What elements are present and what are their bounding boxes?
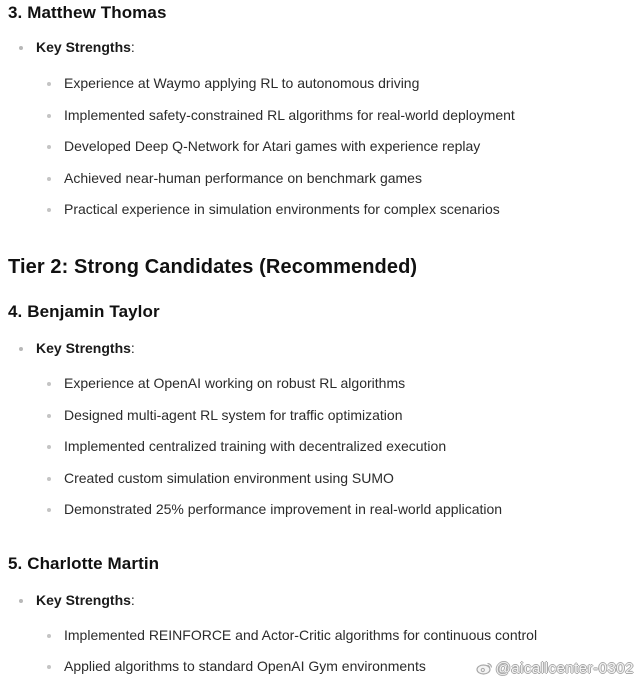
strength-item: Applied algorithms to standard OpenAI Gym environments	[64, 658, 426, 674]
candidate-heading: 5. Charlotte Martin	[8, 554, 160, 573]
strength-item: Created custom simulation environment using SUMO	[64, 470, 394, 486]
bullet-marker	[19, 46, 23, 50]
key-strengths-label: Key Strengths:	[36, 592, 135, 608]
watermark	[476, 660, 634, 677]
tier-heading: Tier 2: Strong Candidates (Recommended)	[8, 256, 418, 278]
strength-item: Implemented centralized training with decentralized execution	[64, 438, 447, 454]
bullet-marker	[47, 445, 51, 449]
bullet-marker	[47, 145, 51, 149]
candidate-heading: 3. Matthew Thomas	[8, 3, 167, 22]
bullet-marker	[47, 665, 51, 669]
bullet-marker	[47, 382, 51, 386]
bullet-marker	[47, 177, 51, 181]
strength-item: Demonstrated 25% performance improvement in real-world application	[64, 501, 503, 517]
bullet-marker	[47, 114, 51, 118]
bullet-marker	[47, 477, 51, 481]
strength-item: Experience at Waymo applying RL to autonomous driving	[64, 75, 420, 91]
bullet-marker	[47, 208, 51, 212]
weibo-logo-icon	[476, 661, 493, 675]
strength-item: Designed multi-agent RL system for traffic optimization	[64, 407, 403, 423]
strength-item: Experience at OpenAI working on robust RL algorithms	[64, 375, 406, 391]
strength-item: Implemented safety-constrained RL algorithms for real-world deployment	[64, 107, 515, 123]
bullet-marker	[19, 599, 23, 603]
bullet-marker	[47, 634, 51, 638]
bullet-marker	[47, 508, 51, 512]
key-strengths-label: Key Strengths:	[36, 39, 135, 55]
bullet-marker	[47, 414, 51, 418]
bullet-marker	[47, 82, 51, 86]
candidate-heading: 4. Benjamin Taylor	[8, 302, 160, 321]
strength-item: Achieved near-human performance on benchmark games	[64, 170, 422, 186]
key-strengths-label: Key Strengths:	[36, 340, 135, 356]
strength-item: Implemented REINFORCE and Actor-Critic algorithms for continuous control	[64, 627, 538, 643]
bullet-marker	[19, 347, 23, 351]
strength-item: Practical experience in simulation environments for complex scenarios	[64, 201, 500, 217]
watermark-text: @aicallcenter-0302	[495, 660, 634, 677]
strength-item: Developed Deep Q-Network for Atari games with experience replay	[64, 138, 481, 154]
